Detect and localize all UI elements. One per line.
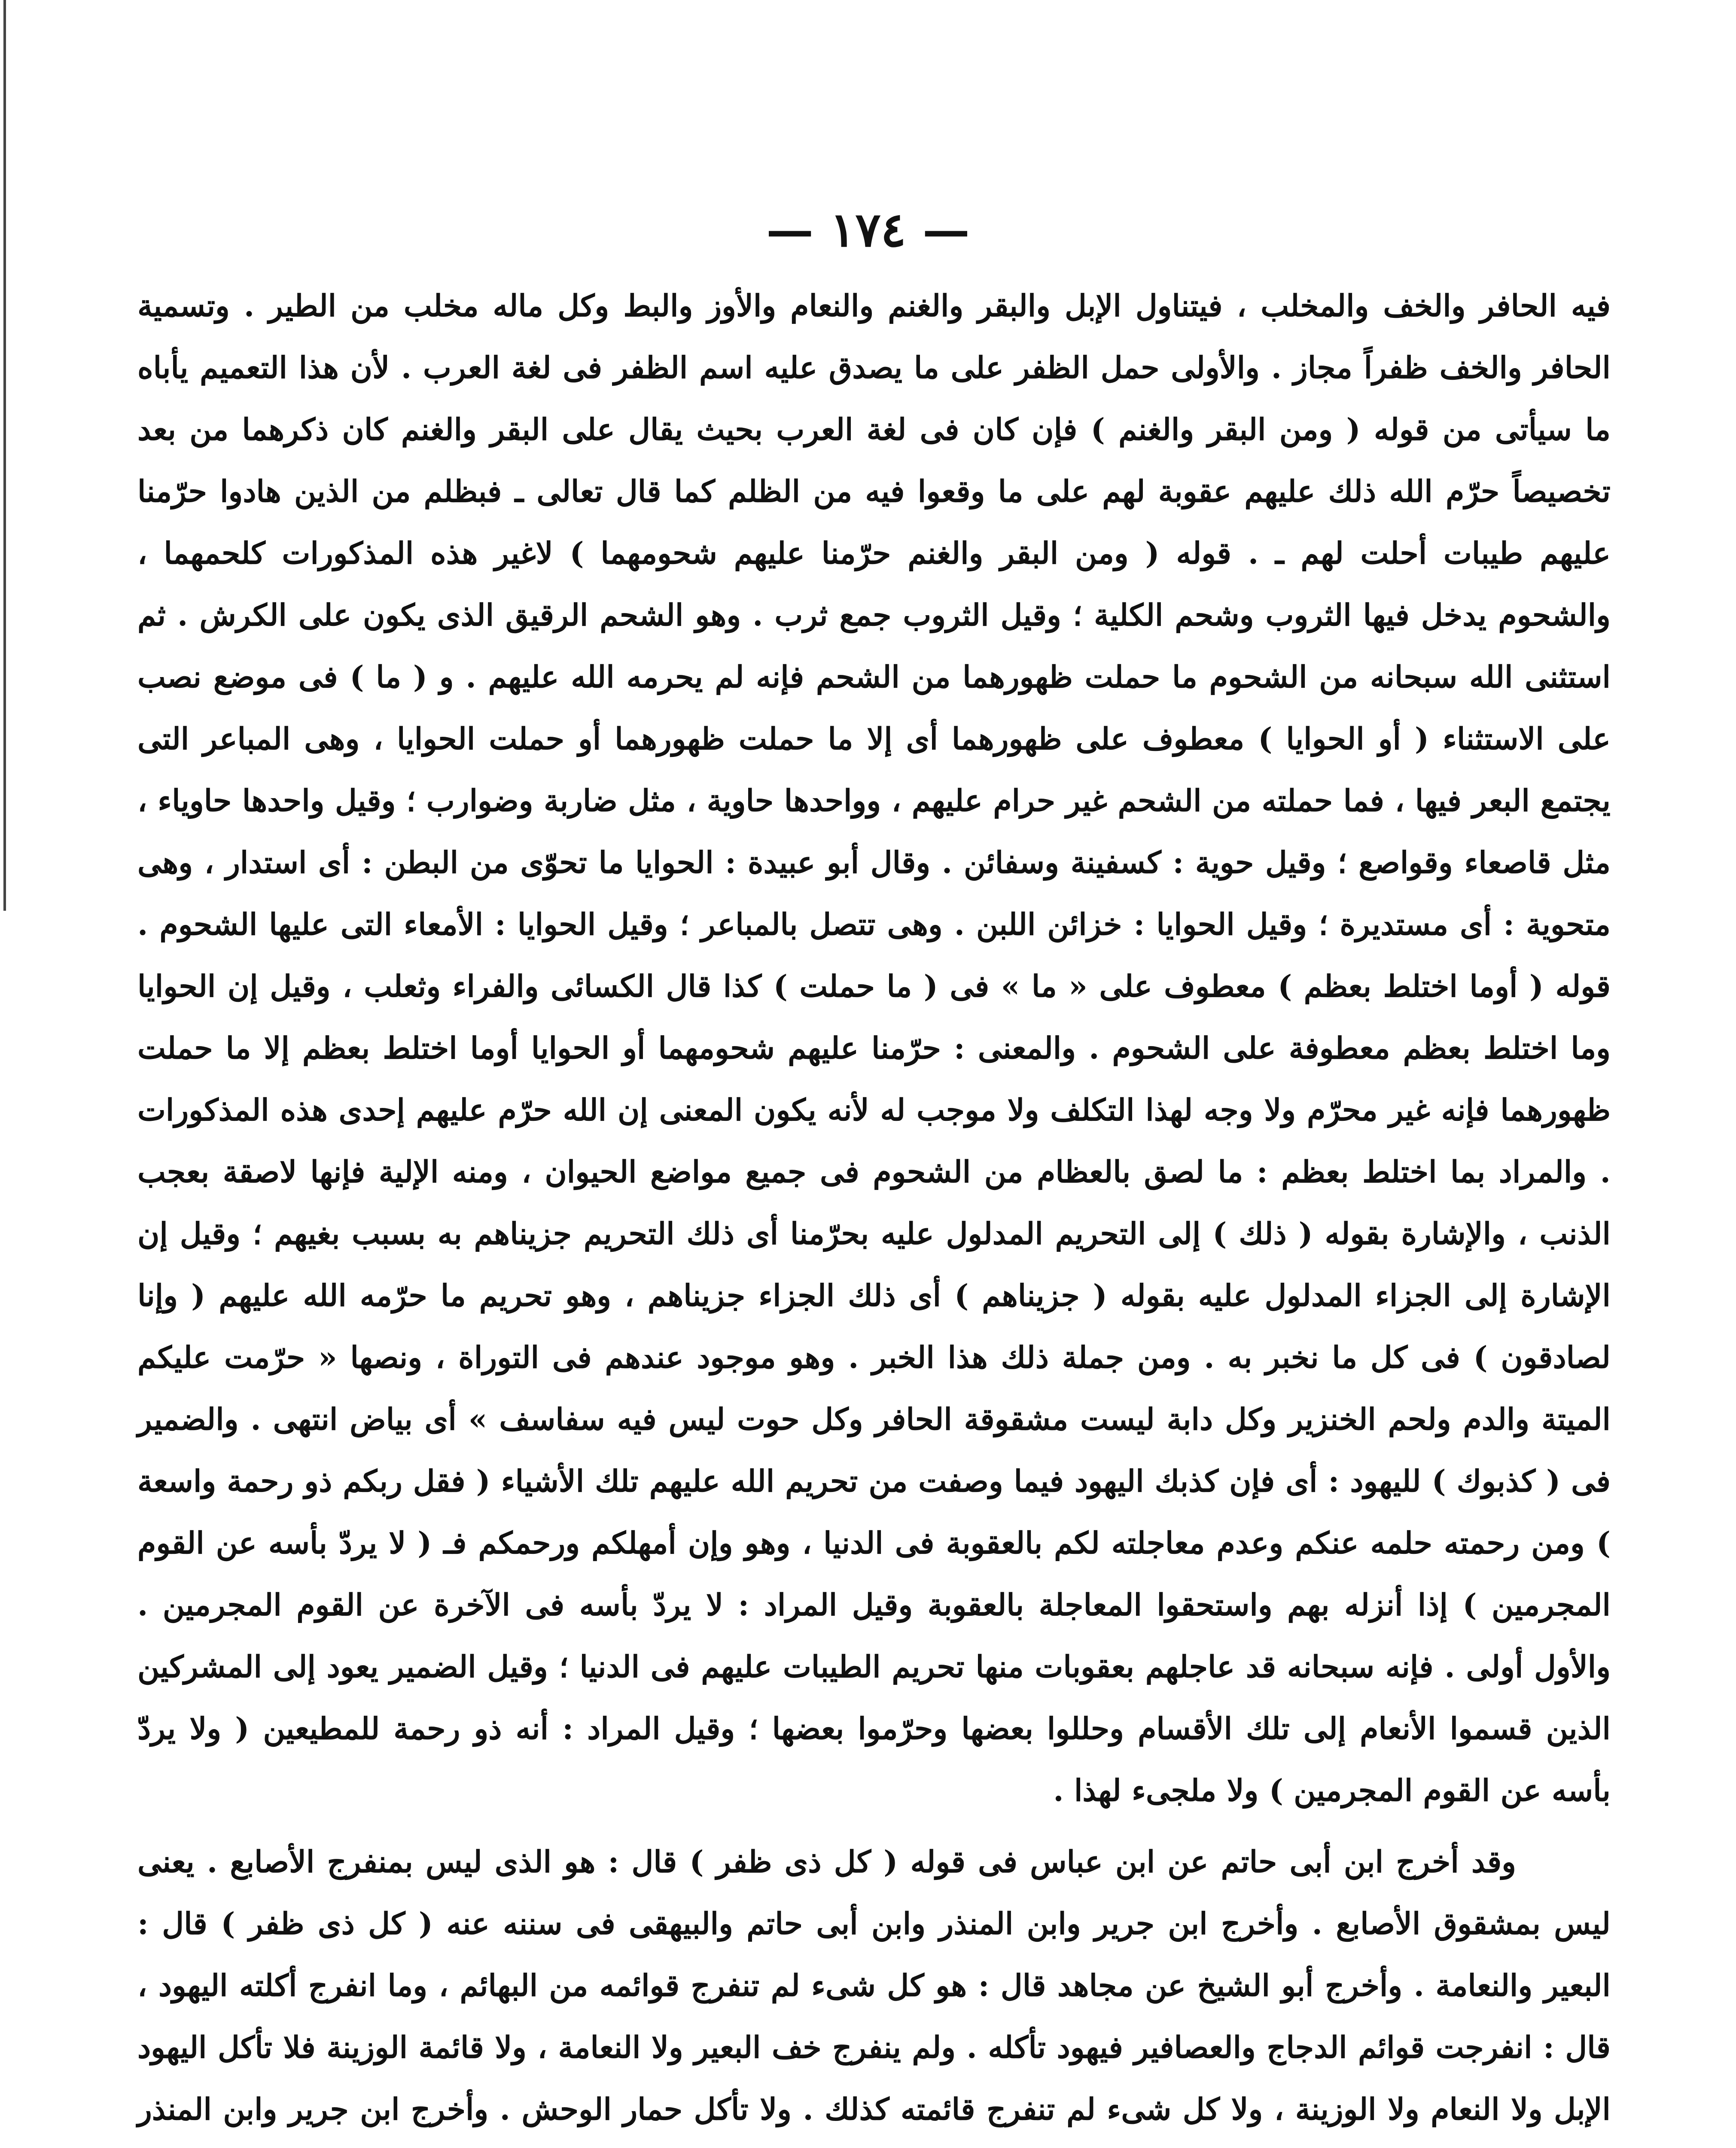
margin-rule	[3, 0, 6, 911]
paragraph-tafsir: فيه الحافر والخف والمخلب ، فيتناول الإبل والبقر والغنم والنعام والأوز والبط وكل ماله مخلب من الطير . وتسمية الحافر والخف ظفراً مجاز . والأولى حمل الظفر على ما يصدق عليه اسم الظفر فى لغة العرب . لأن هذا التعميم يأباه ما سيأتى من قوله ( ومن البقر والغنم ) فإن كان فى لغة العرب بحيث يقال على البقر والغنم كان ذكرهما من بعد تخصيصاً حرّم الله ذلك عليهم عقوبة لهم على ما وقعوا فيه من الظلم كما قال تعالى ـ فبظلم من الذين هادوا حرّمنا عليهم طيبات أحلت لهم ـ . قوله ( ومن البقر والغنم حرّمنا عليهم شحومهما ) لاغير هذه المذكورات كلحمهما ، والشحوم يدخل فيها الثروب وشحم الكلية ؛ وقيل الثروب جمع ثرب . وهو الشحم الرقيق الذى يكون على الكرش . ثم استثنى الله سبحانه من الشحوم ما حملت ظهورهما من الشحم فإنه لم يحرمه الله عليهم . و ( ما ) فى موضع نصب على الاستثناء ( أو الحوايا ) معطوف على ظهورهما أى إلا ما حملت ظهورهما أو حملت الحوايا ، وهى المباعر التى يجتمع البعر فيها ، فما حملته من الشحم غير حرام عليهم ، وواحدها حاوية ، مثل ضاربة وضوارب ؛ وقيل واحدها حاوياء ، مثل قاصعاء وقواصع ؛ وقيل حوية : كسفينة وسفائن . وقال أبو عبيدة : الحوايا ما تحوّى من البطن : أى استدار ، وهى متحوية : أى مستديرة ؛ وقيل الحوايا : خزائن اللبن . وهى تتصل بالمباعر ؛ وقيل الحوايا : الأمعاء التى عليها الشحوم . قوله ( أوما اختلط بعظم ) معطوف على « ما » فى ( ما حملت ) كذا قال الكسائى والفراء وثعلب ، وقيل إن الحوايا وما اختلط بعظم معطوفة على الشحوم . والمعنى : حرّمنا عليهم شحومهما أو الحوايا أوما اختلط بعظم إلا ما حملت ظهورهما فإنه غير محرّم ولا وجه لهذا التكلف ولا موجب له لأنه يكون المعنى إن الله حرّم عليهم إحدى هذه المذكورات . والمراد بما اختلط بعظم : ما لصق بالعظام من الشحوم فى جميع مواضع الحيوان ، ومنه الإلية فإنها لاصقة بعجب الذنب ، والإشارة بقوله ( ذلك ) إلى التحريم المدلول عليه بحرّمنا أى ذلك التحريم جزيناهم به بسبب بغيهم ؛ وقيل إن الإشارة إلى الجزاء المدلول عليه بقوله ( جزيناهم ) أى ذلك الجزاء جزيناهم ، وهو تحريم ما حرّمه الله عليهم ( وإنا لصادقون ) فى كل ما نخبر به . ومن جملة ذلك هذا الخبر . وهو موجود عندهم فى التوراة ، ونصها « حرّمت عليكم الميتة والدم ولحم الخنزير وكل دابة ليست مشقوقة الحافر وكل حوت ليس فيه سفاسف » أى بياض انتهى . والضمير فى ( كذبوك ) لليهود : أى فإن كذبك اليهود فيما وصفت من تحريم الله عليهم تلك الأشياء ( فقل ربكم ذو رحمة واسعة ) ومن رحمته حلمه عنكم وعدم معاجلته لكم بالعقوبة فى الدنيا ، وهو وإن أمهلكم ورحمكم فـ ( لا يردّ بأسه عن القوم المجرمين ) إذا أنزله بهم واستحقوا المعاجلة بالعقوبة وقيل المراد : لا يردّ بأسه فى الآخرة عن القوم المجرمين . والأول أولى . فإنه سبحانه قد عاجلهم بعقوبات منها تحريم الطيبات عليهم فى الدنيا ؛ وقيل الضمير يعود إلى المشركين الذين قسموا الأنعام إلى تلك الأقسام وحللوا بعضها وحرّموا بعضها ؛ وقيل المراد : أنه ذو رحمة للمطيعين ( ولا يردّ بأسه عن القوم المجرمين ) ولا ملجىء لهذا .	[137, 288, 1611, 1808]
page-number: — ١٧٤ —	[766, 202, 970, 257]
main-text	[137, 275, 1611, 2148]
paragraph-narrations: وقد أخرج ابن أبى حاتم عن ابن عباس فى قوله ( كل ذى ظفر ) قال : هو الذى ليس بمنفرج الأصابع . يعنى ليس بمشقوق الأصابع . وأخرج ابن جرير وابن المنذر وابن أبى حاتم والبيهقى فى سننه عنه ( كل ذى ظفر ) قال : البعير والنعامة . وأخرج أبو الشيخ عن مجاهد قال : هو كل شىء لم تنفرج قوائمه من البهائم ، وما انفرج أكلته اليهود ، قال : انفرجت قوائم الدجاج والعصافير فيهود تأكله . ولم ينفرج خف البعير ولا النعامة ، ولا قائمة الوزينة فلا تأكل اليهود الإبل ولا النعام ولا الوزينة ، ولا كل شىء لم تنفرج قائمته كذلك . ولا تأكل حمار الوحش . وأخرج ابن جرير وابن المنذر	[137, 1844, 1611, 2127]
